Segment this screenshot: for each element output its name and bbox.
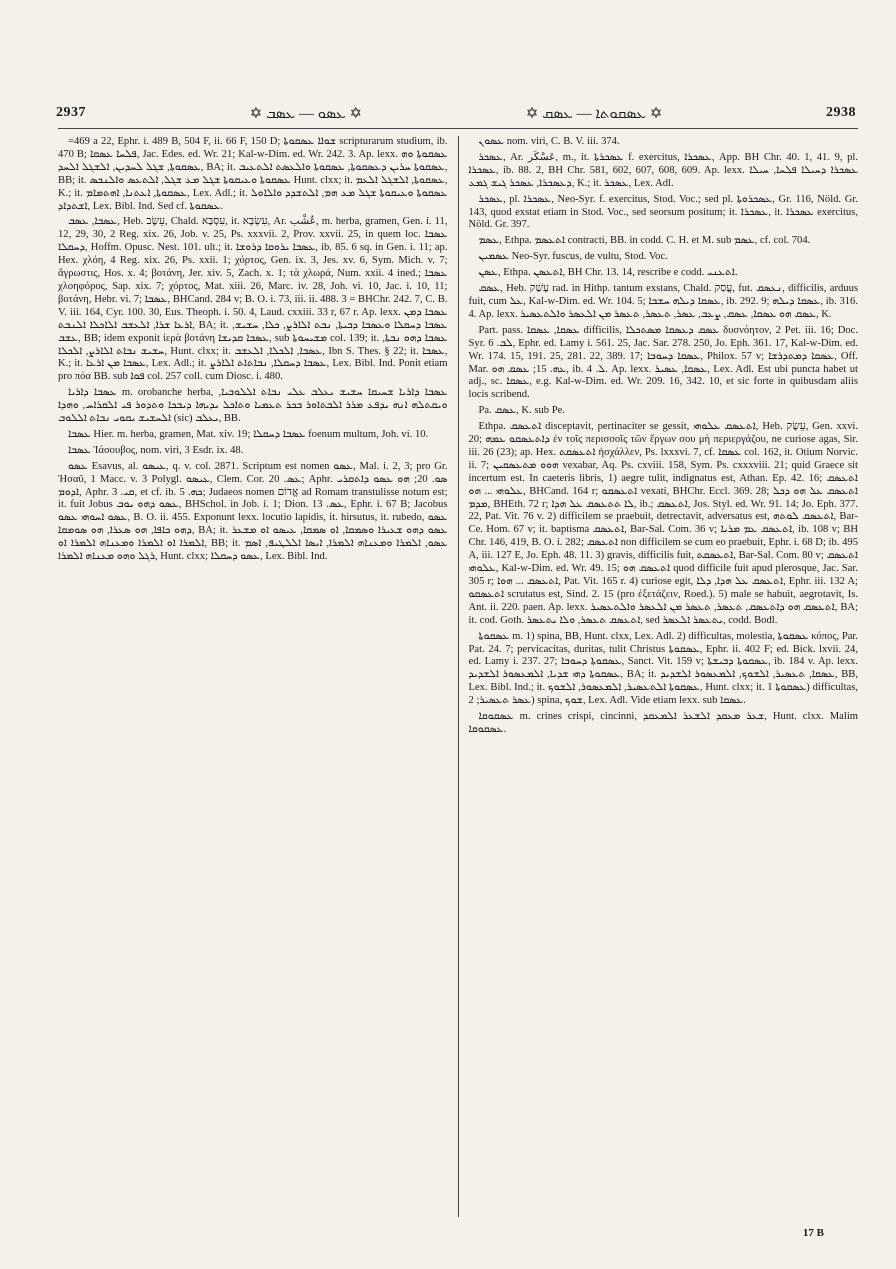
- left-running-title: ✡ ܥܣܘ — ܥܣܒ ✡: [249, 105, 363, 122]
- dictionary-entry: ܥܣܘ Esavus, al. ܥܝܣܘ, q. v. col. 2871. Scriptum est nomen ܥܣܘ, Mal. i. 2, 3; pro Gr. Ἡσαῦ, 1 Macc. v. 3 Polygl. ܥܝܣܘ, Clem. Cor. ܥܣ. 20; Aphr. ܣܘ. 20; ܗܘ ܥܣܘ ܕܐܬܩܪܝ ܐܕܘܡ, Aphr. ܩܝ. 3, et cf. ib. ܟܗ. 5; Judaeos nomen אֱדוֹם ad Romam transtulisse notum est; it. fuit Jobus ܥܣܘ ܕܗܘ ܝܘܒ, BHSchol. in Job. i. 1; Dion. ܥܣ. 13, Ephr. i. 67 B; Jacobus ܥܣܘ ܐܚܘܗܝ ܥܣܘ, B. O. ii. 455. Exponunt lexx. locutio lapidis, it. hirsutus, it. rubedo, ܥܣܘ ܕܗܘ ܟܐܦܐ, ܗܘ ܣܥܪܐ, ܗܘ ܣܘܡܩܐ, BA; it. ܥܣܘ ܕܗܘ ܫܥܝܪܐ ܘܣܡܩܐ, ܐܘ ܣܡܩܐ, ܥܝܣܘ ܐܘ ܡܫܥܪ ܐܠܡܪܐ ܐܘ ܐܠܡܪܐ ܘܡܥܢܐܗ ܐܠܡܪܐ ܐܘ, BB; it. ܥܣܘ, ܐܠܡܪܐ ܘܡܥܢܐܗ ܐܠܡܪܐ, ܐܝܣܐ ܐܠܠܛܝܦ, ܐܣܡ ܪܓܠ ܘܗܘ ܡܥܢܐܗ ܐܠܡܪܐ, Hunt. clxx; ܥܣܘ ܕܚܩܠܐ, Lex. Bibl. Ind.: [58, 460, 448, 563]
- right-page-number: 2938: [825, 105, 856, 120]
- page-header: [56, 98, 856, 128]
- dictionary-entry: ܥܣܡ, Ethpa. ܐܬܥܣܡ contracti, BB. in codd. C. H. et M. sub ܥܣܡ, cf. col. 704.: [478, 235, 811, 247]
- dictionary-entry: ܥܣܒܐ ܕܐܪܝܐ m. orobanche herba, ܥܣܒܐ ܕܐܪܝܐ ܫܚܝܩܐ ܚܫܝܫ ܝܥܠܒ ܥܠܝ ܢܒܐܬ ܐܠܠܘܒܝܐ, ܘܝܩܬܠܗ ܐܢܗ ܝܕܦܥ ܡܪܪ ܐܠܒܬܐܘܪ ܒܟܪ ܬܥܡܝܐ ܘܬܐܟܠ ܝܕܝܗܐ ܕܝܒܟܐ ܘܬܕܘܪ ܦܝ ܐܠܩܪܐܚ, ܘܗܕܐ ܐܠܚܫܝܫ ܝܩܘܝ ܢܒܐܬ ܐܠܠܘܒ (sic) ܝܥܠܒ, BB.: [58, 387, 448, 425]
- dictionary-columns: [58, 136, 858, 1217]
- dictionary-entry: Ethpa. ܐܬܥܣܩ disceptavit, pertinaciter se gessit, ܐܬܥܣܩ ܥܠܘܗܝ, Heb. עֵשֶׂק, Gen. xxvi. 20; ܕܐܬܥܣܩܘ ܥܡܗ ἐν τοῖς περισσοῖς τῶν ἔργων σου μὴ περιεργάζου, ne curiose agas, Sir. iii. 26 (23); ap. Hex. ܐܬܥܣܩܬ ἠσχάλλεν, Ps. lxxxvi. 7, cf. ܥܣܩܐ col. 162, it. Otium Norvic. ii. 7; ܗܘܘ ܡܬܥܣܩܝܢ vexabar, Aq. Ps. cxviii. 158, Sym. Ps. cxxxviii. 21; quid Graece sit incertum est. In caeteris libris, 1) aegre tulit, indignatus est, Athan. Ep. 42. 16; ܐܬܥܣܩ ܥܠܘܗܝ ... ܗܘ, BHCand. 164 r; ܐܬܥܣܩܘ vexati, BHChr. Eccl. 369. 28; ܐܬܥܣܩ ܥܠ ܗܘ ܕܟܠ ܡܕܡ, BHEth. 72 r; ܠܐ ܬܬܥܣܩ ܥܠ ܗܕܐ, ib.; ܐܬܥܣܩ, Jos. Styl. ed. Wr. 91. 14; Jo. Eph. 377. 22, Pat. Vit. 76 v. 2) difficilem se praebuit, detrectavit, adversatus est, ܐܬܥܣܩ ܠܘܬܗ, Bar-Ce. Hom. 67 v; it. baptisma ܐܬܥܣܩ, Bar-Sal. Com. 36 v; ܐܬܥܣܩ ܥܡ ܡܪܝܐ, ib. 108 v; BH Chr. 146, 419, B. O. i. 282; ܐܬܥܣܩ non difficilem se cum eo praebuit, Ephr. i. 68 D; ib. 495 A, iii. 127 E, Jo. Eph. 48. 11. 3) gravis, difficilis fuit, ܐܬܥܣܩܬ, Bar-Sal. Com. 80 v; ܐܬܥܣܩ ܥܠܘܗܝ, Kal-w-Dim. ed. Wr. 49. 15; ܐܬܥܣܩ ܗܘ quod difficile fuit apud plerosque, Jac. Sar. 305 r; ܐܬܥܣܩ ... ܗܘܐ, Pat. Vit. 165 r. 4) curiose egit, ܐܬܥܣܩ ܥܠ ܗܕܐ, ܕܠܐ, Ephr. iii. 132 A; ܐܬܥܣܩܘ scrutatus est, Sind. 2. 15 (pro ἐξετάζειν, Roed.). 5) male se habuit, aegrotavit, Is. Ant. ii. 220. paen. Ap. lexx. ܐܬܥܣܩ ܗܘ ܕܐܬܥܣܩ, ܬܥܣܪ, ܬܥܣܪ ܡܢ ܐܠܥܣܪ ܘܐܠܬܥܣܝܪ, BA; it. cod. Goth. ܐܬܥܣܩ ܬܥܣܪ, ܘܠܐ ܝܬܥܣܪ, sed ܝܬܥܣܪ ܐܠܥܣܪ, codd. Bodl.: [468, 421, 858, 626]
- dictionary-entry: ܥܣܒܐ Ἰάσουβος, nom. viri, 3 Esdr. ix. 48.: [68, 444, 244, 456]
- dictionary-entry: ܥܣܘܢ nom. viri, C. B. V. iii. 374.: [478, 136, 620, 147]
- dictionary-entry: ܥܣܢ, Ethpa. ܐܬܥܣܢ, BH Chr. 13. 14, rescribe e codd. ܐܬܥܢܝ.: [478, 267, 738, 279]
- left-page-number: 2937: [56, 105, 86, 120]
- dictionary-entry: =469 a 22, Ephr. i. 489 B, 504 F, ii. 66 F, 150 D; ܫܘܐܐ ܥܣܩܘܬܐ scripturarum studium, ib. 470 B; ܦܠܚܐ ܥܣܩܐ, Jac. Edes. ed. Wr. 21; Kal-w-Dim. ed. Wr. 242. 3. Ap. lexx. ܥܣܩܘܬܐ ܘܗ ܥܣܩܘܬܐ, ܫܓܠ ܠܚܕܝܢ, ܐܠܫܓܠ ܐܠܚܕ, BA; it. ܥܣܩܘܬܐ ܚܪܝܢ ܕܥܣܩܘܬܐ, ܥܣܩܘܬܐ ܘܐܠܥܣܬ ܐܠܬܥܝܒ, BB; it. ܥܣܩܘܬܐ ܘܥܝܩܘܬܐ ܫܓܠ ܡܥ ܫܓܠ, ܐܠܬܥܣ ܘܐܠܢܟܣ Hunt. clxx; it. ܥܣܩܘܬܐ, ܐܠܫܓܠ ܐܠܥܡ, K.; it. ܥܣܩܘܬܐ, ܐܥܬܢܐ, ܐܗܬܡܐܡ, Lex. Adl.; it. ܥܣܩܘܬܐ ܘܥܝܩܘܬܐ ܫܓܠ ܡܥ ܗܡ, ܐܠܬܫܕܕ ܘܐܠܐܘܠ ܐܫܬܕܐܕ, Lex. Bibl. Ind. Sed cf. ܥܣܩܘܬܐ.: [58, 136, 448, 212]
- right-running-title: ✡ ܥܣܩܘܬܐ — ܥܣܩ ✡: [525, 105, 663, 122]
- left-column: [58, 136, 459, 1217]
- dictionary-entry: ܥܣܩ, Heb. עָשַׁק rad. in Hithp. tantum exstans, Chald. עֲסַק, fut. ܢܥܣܩ, difficilis, arduus fuit, cum ܥܠ, Kal-w-Dim. ed. Wr. 104. 5; ܥܣܩܐ ܕܝܠܗ ܚܫܒܐ, ib. 292. 9; ܥܣܩܐ ܕܝܠܗ, ib. 316. 4. Ap. lexx. ܥܣܩ ܗܘ ܥܣܩܐ, ܥܣܩ, ܨܥܒ, ܥܣܪ, ܬܥܣܪ, ܬܥܣܪ ܡܢ ܐܠܥܣܪ ܘܐܠܬܥܣܝܪ, K.: [468, 283, 858, 320]
- dictionary-entry: ܥܣܒܐ, ܥܣܒ, Heb. עֵשֶׂב, Chald. עִסְבָּא, it. עִשְׂבָּא, Ar. عُشْب, m. herba, gramen, Gen. i. 11, 12, 29, 30, 2 Reg. xix. 26, Job. v. 25, Ps. xxxvii. 2, Prov. xxvii. 25, in quem loc. ܥܣܒܐ ܕܚܩܠܐ, Hoffm. Opusc. Nest. 101. ult.; it. ܥܣܒܐ ܝܪܘܩܐ ܕܪܘܫܐ, ib. 85. 6 sq. in Gen. i. 11; ap. Hex. χλόη, 4 Reg. xix. 26, Ps. xxii. 1; χόρτος, Gen. ix. 3, Jes. xv. 6, Sym. Mich. v. 7; ἄγρωστις, Hos. x. 4; βοτάνη, Jer. xiv. 5, Zach. x. 1; τὰ χλωρά, Num. xxii. 4 ined.; ܥܣܒܐ χλοηφόρος, Sap. xix. 7; χόρτος, Mat. xiii. 26, Marc. iv. 28, Joh. vi. 10, Jac. i. 10, 11; βοτάνη, Hebr. vi. 7; ܥܣܒܐ, BHCand. 284 v; B. O. i. 73, iii. ii. 488. 3 = BHChr. 242. 7, C. B. V. iii. 164, Cyr. 100. 30, Eus. Theoph. i. 50. 4, Laud. cxxiii. 33 r, 67 r. Ap. lexx. ܥܣܒܐ ܕܡܢ ܐܪܥܐ ܫܪܐ, ܐܠܥܫܒ ܐܠܐܟܠܐ ܐܠܢܒܬ, BA; it. ܥܣܒܐ ܕܚܩܠܐ ܘܥܣܒܐ ܕܒܝܬܐ, ܢܒܬ ܐܠܐܪܨ, ܟܠܐ, ܚܫܝܫ, ܥܫܒ, BB; idem exponit ἱερὰ βοτάνη ܥܣܒܐ ܩܕܝܫܐ, sub ܡܫܝܚܘܬܐ col. 139; it. ܥܣܒܐ ܕܗܘ ܢܒܬܐ, ܚܫܝܫ ܢܒܐܬ ܐܠܐܪܨ, ܐܠܟܠܐ, Hunt. clxx; it. ܥܣܒܐ, ܐܠܟܠܐ, ܐܠܥܫܒ, Ibn S. Thes. § 22; it. ܥܣܒܐ, K.; it. ܥܣܒܐ ܡܢ ܐܪܥܐ, Lex. Adl.; it. ܥܣܒܐ ܕܚܩܠܐ, ܢܒܐܬܐܬ ܐܠܐܪܨ, Lex. Bibl. Ind. Ponit etiam pro πόα BB. sub ܦܘܐ col. 257 coll. cum Diosc. i. 480.: [58, 216, 448, 383]
- dictionary-entry: ܥܣܩܘܬܐ m. 1) spina, BB, Hunt. clxx, Lex. Adl. 2) difficultas, molestia, ܥܣܩܘܬܐ κόπος, Par. Pat. 24. 7; pervicacitas, duritas, tulit Christus ܥܣܩܘܬܐ, Ephr. ii. 402 F; ed. Bick. lxvii. 24, ed. Lamy i. 237. 27; ܥܣܩܘܬܐ ܕܚܘܒܐ, Sanct. Vit. 159 v; ܥܣܩܘܬܐ ܕܒܝܫܬܐ, ib. 184 v. Ap. lexx. ܥܣܩܘܬܐ ܕܗܝ ܫܕܝܐ, ܐܠܡܥܣܘܪ ܐܠܫܕܝܕ, BA; it. ܥܣܩܐ, ܬܥܣܝܪ, ܐܠܫܘܟ, ܐܠܡܥܣܘܪ ܐܠܫܕܝܕ, BB, Lex. Bibl. Ind.; it. ܥܣܩܘܬܐ ܐܠܬܥܣܝܪ, ܐܠܡܥܣܘܪ, ܐܠܫܘܟ, Hunt. clxx; it. ܥܣܩܘܬܐ 1) difficultas, ܥܣܪ ܬܥܣܝܪ; 2) spina, ܫܘܟ, Lex. Adl. Vide etiam lexx. sub ܥܣܩܐ.: [468, 630, 858, 707]
- dictionary-entry: Pa. ܥܣܩ, K. sub Pe.: [478, 405, 565, 417]
- signature-mark: 17 B: [802, 1227, 824, 1239]
- right-column: [459, 136, 859, 1217]
- dictionary-entry: ܥܣܡܝܢ Neo-Syr. fuscus, de vultu, Stod. Voc.: [478, 251, 668, 263]
- dictionary-entry: ܥܣܟܪ, Ar. عَسْكَر, m., it. ܥܣܟܪܬܐ f. exercitus, ܥܣܟܪܐ, App. BH Chr. 40. 1, 41. 9, pl. ܥܣܟܪܐ, ib. 88. 2, BH Chr. 581, 602, 607, 608, 609. Ap. lexx. ܥܣܟܪܐ ܕܚܝܠܐ ܦܠܚܐ, ܚܝܠܐ ܕܥܣܟܪܐ, ܥܣܟܪ ܓܝܫ ܓܡܥ, K.; it. ܥܣܟܪ, Lex. Adl.: [468, 151, 858, 189]
- dictionary-entry: ܥܣܩܘܩܐ m. crines crispi, cincinni, ܫܥܪ ܡܥܩܕ ܐܠܫܥܪ ܐܠܡܥܩܕ, Hunt. clxx. Malim ܥܣܩܘܩܐ.: [468, 711, 858, 735]
- header-rule: [58, 128, 858, 129]
- dictionary-entry: Part. pass. ܥܣܩܐ, ܥܣܩܐ difficilis, ܥܣܩ ܕܥܣܩܐ ܡܣܬܟܠܐ δυσνόητον, 2 Pet. iii. 16; Doc. Syr. ܠܒ. 6, Ephr. ed. Lamy i. 561. 25, Jac. Sar. 278. 250, Jo. Eph. 361. 17, Kal-w-Dim. ed. Wr. 174. 15, 191. 25, 281. 22, 389. 17; ܥܣܩܐ ܕܚܘܒܐ, Philox. 57 v; ܥܣܩܐ ܕܡܬܕܪܫܐ, Off. Mar. ܥܗ. 15; ܥܣܩ ܗܘ, ib. ܠ. 4. Ap. lexx. ܥܣܩܐ, ܥܣܝܪ, Lex. Adl. Est ubi puncta habet ut adj., sc. ܥܣܩܐ, e.g. Kal-w-Dim. ed. Wr. 209. 16, 342. 10, et sic forte in quibusdam aliis locis scribend.: [468, 324, 858, 401]
- dictionary-entry: ܥܣܒܐ Hier. m. herba, gramen, Mat. xiv. 19; ܥܣܒܐ ܕܚܩܠܐ foenum multum, Joh. vi. 10.: [68, 428, 429, 440]
- dictionary-entry: ܥܣܟܪ, pl. ܥܣܟܪܐ, Neo-Syr. f. exercitus, Stod. Voc.; sed pl. ܥܣܟܪܘܬܐ, Gr. 116, Nöld. Gr. 143, quod exstat etiam in Stod. Voc., sed seorsum positum; it. ܥܣܟܪܐ, it. ܥܣܟܪܐ exercitus, Nöld. Gr. 397.: [468, 193, 858, 231]
